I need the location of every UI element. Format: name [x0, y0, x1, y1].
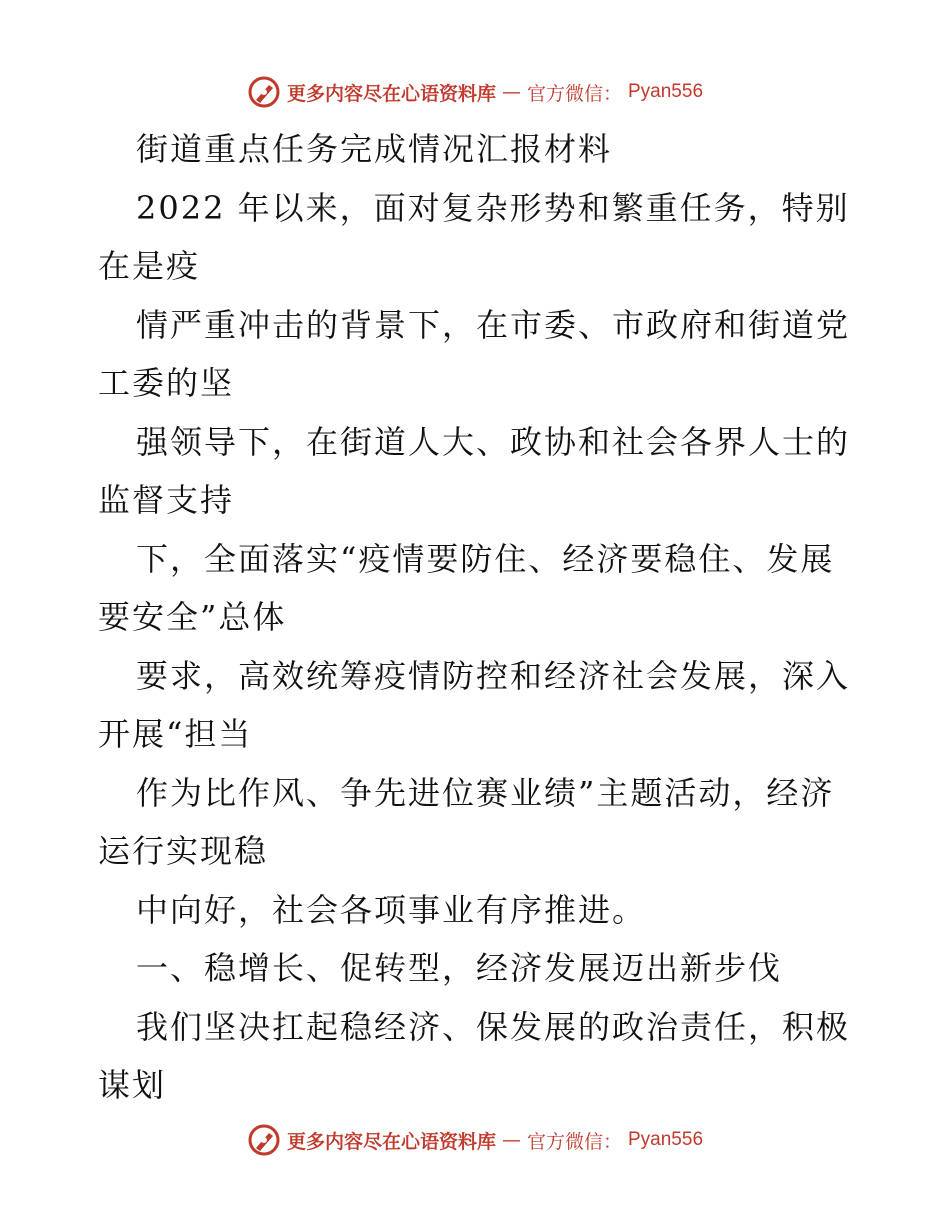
paragraph-line: 要安全”总体	[98, 598, 287, 636]
banner-dash: —	[501, 1129, 521, 1151]
header-banner	[0, 72, 950, 112]
paragraph-line: 在是疫	[98, 247, 201, 285]
paragraph-line: 要求，高效统筹疫情防控和经济社会发展，深入	[136, 656, 851, 695]
wechat-id: Pyan556	[628, 1129, 704, 1150]
document-body	[98, 120, 858, 1115]
pen-logo-icon	[247, 75, 281, 109]
wechat-label: 官方微信：	[526, 82, 622, 105]
paragraph-line: 作为比作风、争先进位赛业绩”主题活动，经济	[136, 773, 835, 812]
banner-text: 更多内容尽在心语资料库	[286, 82, 496, 105]
paragraph-line: 谋划	[98, 1066, 167, 1104]
wechat-id: Pyan556	[628, 81, 704, 102]
banner-text: 更多内容尽在心语资料库	[286, 1130, 496, 1153]
paragraph-line: 情严重冲击的背景下，在市委、市政府和街道党	[136, 305, 851, 344]
footer-banner	[0, 1120, 950, 1160]
paragraph-line: 中向好，社会各项事业有序推进。	[136, 890, 647, 929]
paragraph-line: 强领导下，在街道人大、政协和社会各界人士的	[136, 422, 851, 461]
banner-dash: —	[501, 81, 521, 103]
paragraph-line: 2022 年以来，面对复杂形势和繁重任务，特别	[136, 188, 850, 227]
paragraph-line: 我们坚决扛起稳经济、保发展的政治责任，积极	[136, 1007, 851, 1046]
wechat-label: 官方微信：	[526, 1130, 622, 1153]
pen-logo-icon	[247, 1123, 281, 1157]
paragraph-line: 工委的坚	[98, 364, 235, 402]
paragraph-line: 监督支持	[98, 481, 235, 519]
paragraph-line: 开展“担当	[98, 715, 253, 753]
section-heading: 一、稳增长、促转型，经济发展迈出新步伐	[136, 949, 783, 987]
paragraph-line: 下，全面落实“疫情要防住、经济要稳住、发展	[136, 539, 835, 578]
paragraph-line: 运行实现稳	[98, 832, 269, 870]
document-title: 街道重点任务完成情况汇报材料	[136, 130, 613, 168]
